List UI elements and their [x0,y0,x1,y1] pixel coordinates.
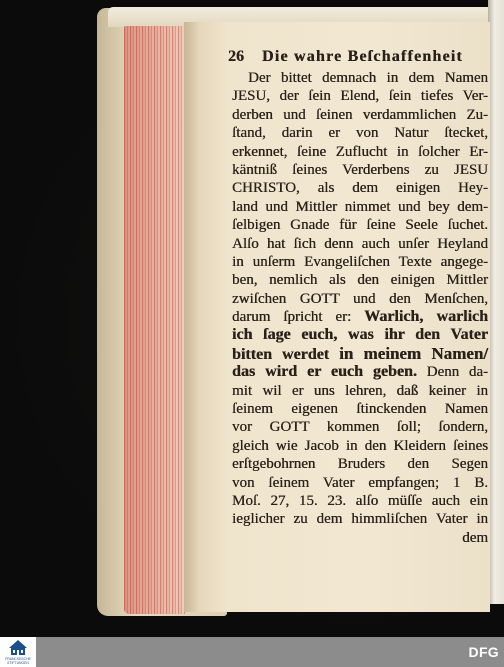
text-segment: ſtand, darin er von Natur ſtecket, [232,125,488,142]
text-line [232,510,488,528]
text-line [232,290,488,308]
running-title: Die wahre Beſchaffenheit [262,48,463,65]
text-line [232,455,488,473]
text-line [232,106,488,124]
text-line [232,216,488,234]
text-segment: darum ſpricht er: [232,309,365,326]
emphasized-text: bitten werdet [232,345,340,363]
footer-bar [0,637,504,667]
text-segment: derben und ſeinen verdammlichen Zu- [232,106,488,123]
text-segment: Denn da- [416,364,488,381]
text-segment: CHRISTO, als dem einigen Hey- [232,180,488,197]
text-line [232,179,488,197]
text-segment: ſeinem eigenen ſtinckenden Namen [232,401,488,418]
text-line [232,474,488,492]
text-block [232,69,488,547]
text-line [232,69,488,87]
text-line [232,418,488,436]
text-line [232,124,488,142]
text-segment: Der bittet demnach in dem Namen [248,70,488,86]
text-segment: vor GOTT kommen ſoll; ſondern, [232,419,488,436]
text-segment: käntniß ſeines Verderbens zu JESU [232,161,488,178]
text-line [232,437,488,455]
text-line [232,143,488,161]
text-line [232,326,488,344]
text-segment: von ſeinem Vater empfangen; 1 B. [232,474,488,491]
emphasized-text: in meinem Namen/ [339,343,488,363]
text-segment: erkennet, ſeine Zuflucht in ſolcher Er- [232,143,488,160]
text-line [232,400,488,418]
text-segment: zwiſchen GOTT und den Menſchen, [232,290,488,307]
text-line [232,87,488,105]
text-line [232,345,488,363]
text-line [232,363,488,381]
text-segment: land und Mittler nimmet und bey dem- [232,198,488,215]
text-segment: Alſo hat ſich denn auch unſer Heyland [232,235,488,252]
institution-logo [0,637,36,667]
text-segment: ieglicher zu dem himmliſchen Vater in [232,511,488,528]
emphasized-text: ich ſage euch, was ihr den Vater [232,326,488,344]
text-line [232,161,488,179]
facing-leaf [488,0,504,604]
text-segment: in unſerm Evangeliſchen Texte angege- [232,253,488,270]
text-segment: mit wil er uns lehren, daß keiner in [232,382,488,399]
building-icon [9,640,27,655]
text-segment: ſelbigen Gnade für ſeine Seele ſuchet. [232,217,488,234]
emphasized-text: das wird er euch geben. [232,363,417,381]
text-line [232,308,488,326]
text-segment: ben, nemlich als den einigen Mittler [232,272,488,289]
dfg-logo-link[interactable]: DFG [468,644,499,660]
text-line [232,382,488,400]
institution-logo-link[interactable] [0,637,36,667]
text-segment: JESU, der ſein Elend, ſein tiefes Ver- [232,88,488,105]
emphasized-text: Warlich, warlich [364,308,489,326]
text-line [232,253,488,271]
text-line [232,492,488,510]
text-line [232,198,488,216]
book-page [184,22,490,612]
text-segment: gleich wie Jacob in den Kleidern ſeines [232,437,488,454]
text-segment: Moſ. 27, 15. 23. alſo müſſe auch ein [232,492,488,509]
logo-lettering: FRANCKESCHE [5,657,31,661]
logo-lettering: STIFTUNGEN [7,661,29,665]
red-page-edges [124,26,186,614]
text-segment: erſtgebohrnen Bruders den Segen [232,456,488,473]
text-line [232,235,488,253]
page-number: 26 [228,48,244,65]
text-line [232,271,488,289]
catchword: dem [462,529,488,546]
